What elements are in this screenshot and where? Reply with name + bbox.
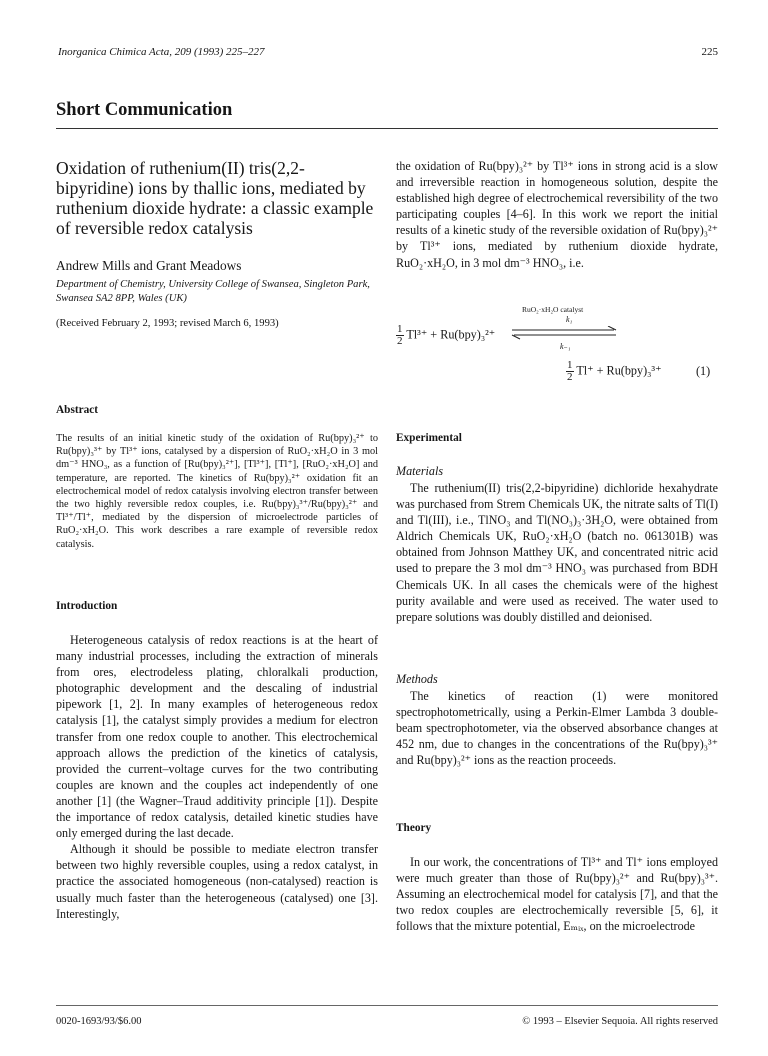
equation-rhs-fraction: $\frac{1}{2}$: [567, 359, 573, 383]
equation-lhs-species: Tl³⁺ + Ru(bpy)₃²⁺: [406, 327, 496, 342]
equation-lhs: [396, 324, 495, 347]
introduction-body: [56, 632, 378, 922]
theory-paragraph: In our work, the concentrations of Tl³⁺ and Tl⁺ ions employed were much greater than those of Ru(bpy)₃²⁺ and Ru(bpy)₃³⁺. Assuming an electrochemical model for catalysis [7], and that the two redox couples are electrochemically reversible [5, 6], it follows that the mixture potential, Eₘᵢₓ, on the microelectrode: [396, 855, 718, 934]
introduction-paragraph-2: Although it should be possible to mediate electron transfer between two highly reversible couples, using a redox catalyst, in practice the associated homogeneous (non-catalysed) reaction is usually much faster than the heterogeneous (catalysed) one [3]. Interestingly,: [56, 842, 378, 921]
affiliation: Department of Chemistry, University College of Swansea, Singleton Park, Swansea SA2 8PP, Wales (UK): [56, 279, 370, 304]
footer-copyright: © 1993 – Elsevier Sequoia. All rights reserved: [522, 1016, 718, 1027]
introduction-paragraph-1: Heterogeneous catalysis of redox reactions is at the heart of many industrial processes, including the extraction of minerals from ores, electrodeless plating, chloralkali production, photographic development and the descaling of industrial pipework [1, 2]. In many examples of heterogeneous redox catalysis [1], the catalyst simply provides a medium for electron transfer from one redox couple to another. This electrochemical approach allows the prediction of the kinetics of catalysis, provided the current–voltage curves for the two contributing couples are known and the couples act independently of one another [1] (the Wagner–Traud additivity principle [1]). Despite the importance of redox catalysis, detailed kinetic studies have only emerged during the last decade.: [56, 633, 378, 841]
abstract-heading: Abstract: [56, 404, 99, 416]
footer-rule: [56, 1005, 718, 1006]
methods-paragraph: The kinetics of reaction (1) were monitored spectrophotometrically, using a Perkin-Elmer Lambda 3 double-beam spectrophotometer, via the observed absorbance changes at 452 nm, due to changes in the concentrations of the Ru(bpy)₃³⁺ and Ru(bpy)₃²⁺ ions as the reaction proceeds.: [396, 689, 718, 768]
equation-rhs-species: Tl⁺ + Ru(bpy)₃³⁺: [576, 363, 662, 378]
equation-k-forward: k₁: [566, 315, 573, 324]
introduction-heading: Introduction: [56, 600, 118, 612]
equation-rhs: [566, 360, 662, 383]
received-dates: (Received February 2, 1993; revised March 6, 1993): [56, 318, 279, 329]
section-title: Short Communication: [56, 100, 233, 120]
equation-k-reverse: k₋₁: [560, 342, 571, 351]
materials-paragraph: The ruthenium(II) tris(2,2-bipyridine) dichloride hexahydrate was purchased from Strem Chemicals UK, the nitrate salts of Tl(I) and Tl(III), i.e., TlNO₃ and Tl(NO₃)₃·3H₂O, were obtained from Aldrich Chemicals UK, RuO₂·xH₂O (batch no. 061301B) was obtained from Johnson Matthey UK, and concentrated nitric acid used to prepare the 3 mol dm⁻³ HNO₃ was purchased from BDH Chemicals UK. In all cases the chemicals were of the highest purity available and were used as received. The water used to prepare solutions was doubly distilled and deionised.: [396, 481, 718, 624]
article-title: Oxidation of ruthenium(II) tris(2,2-bipyridine) ions by thallic ions, mediated by ruthenium dioxide hydrate: a classic example of reversible redox catalysis: [56, 158, 374, 238]
experimental-heading: Experimental: [396, 432, 462, 444]
authors: Andrew Mills and Grant Meadows: [56, 258, 242, 273]
equation-number: (1): [696, 364, 711, 378]
equation-catalyst-label: RuO₂·xH₂O catalyst: [522, 305, 584, 314]
page-number: 225: [701, 46, 718, 58]
materials-heading: Materials: [396, 464, 444, 478]
theory-heading: Theory: [396, 822, 432, 834]
footer-price-code: 0020-1693/93/$6.00: [56, 1016, 142, 1027]
methods-heading: Methods: [396, 672, 438, 686]
theory-body: [396, 854, 718, 934]
methods-body: [396, 688, 718, 768]
equilibrium-arrows-icon: [510, 326, 620, 340]
journal-citation: Inorganica Chimica Acta, 209 (1993) 225–227: [58, 46, 265, 58]
intro-continuation: the oxidation of Ru(bpy)₃²⁺ by Tl³⁺ ions in strong acid is a slow and irreversible reaction in homogeneous solution, despite the established high degree of electrochemical reversibility of the two participating couples [4–6]. In this work we report the initial results of a kinetic study of the reversible oxidation of Ru(bpy)₃²⁺ by Tl³⁺ ions, mediated by ruthenium dioxide hydrate, RuO₂·xH₂O, in 3 mol dm⁻³ HNO₃, i.e.: [396, 159, 718, 270]
materials-body: [396, 480, 718, 625]
equation-lhs-fraction: $\frac{1}{2}$: [397, 323, 403, 347]
abstract-text: The results of an initial kinetic study of the oxidation of Ru(bpy)₃²⁺ to Ru(bpy)₃³⁺ by Tl³⁺ ions, catalysed by a dispersion of RuO₂·xH₂O in 3 mol dm⁻³ HNO₃, as a function of [Ru(bpy)₃²⁺], [Tl³⁺], [Tl⁺], [RuO₂·xH₂O] and temperature, are reported. The kinetics of Ru(bpy)₃²⁺ oxidation fit an electrochemical model of redox catalysis involving electron transfer between the two highly reversible redox couples, i.e. Ru(bpy)₃³⁺/Ru(bpy)₃²⁺ and Tl³⁺/Tl⁺, mediated by the dispersion of microelectrode particles of RuO₂·xH₂O. This work describes a rare example of reversible redox catalysis.: [56, 433, 378, 550]
header-rule: [56, 128, 718, 129]
